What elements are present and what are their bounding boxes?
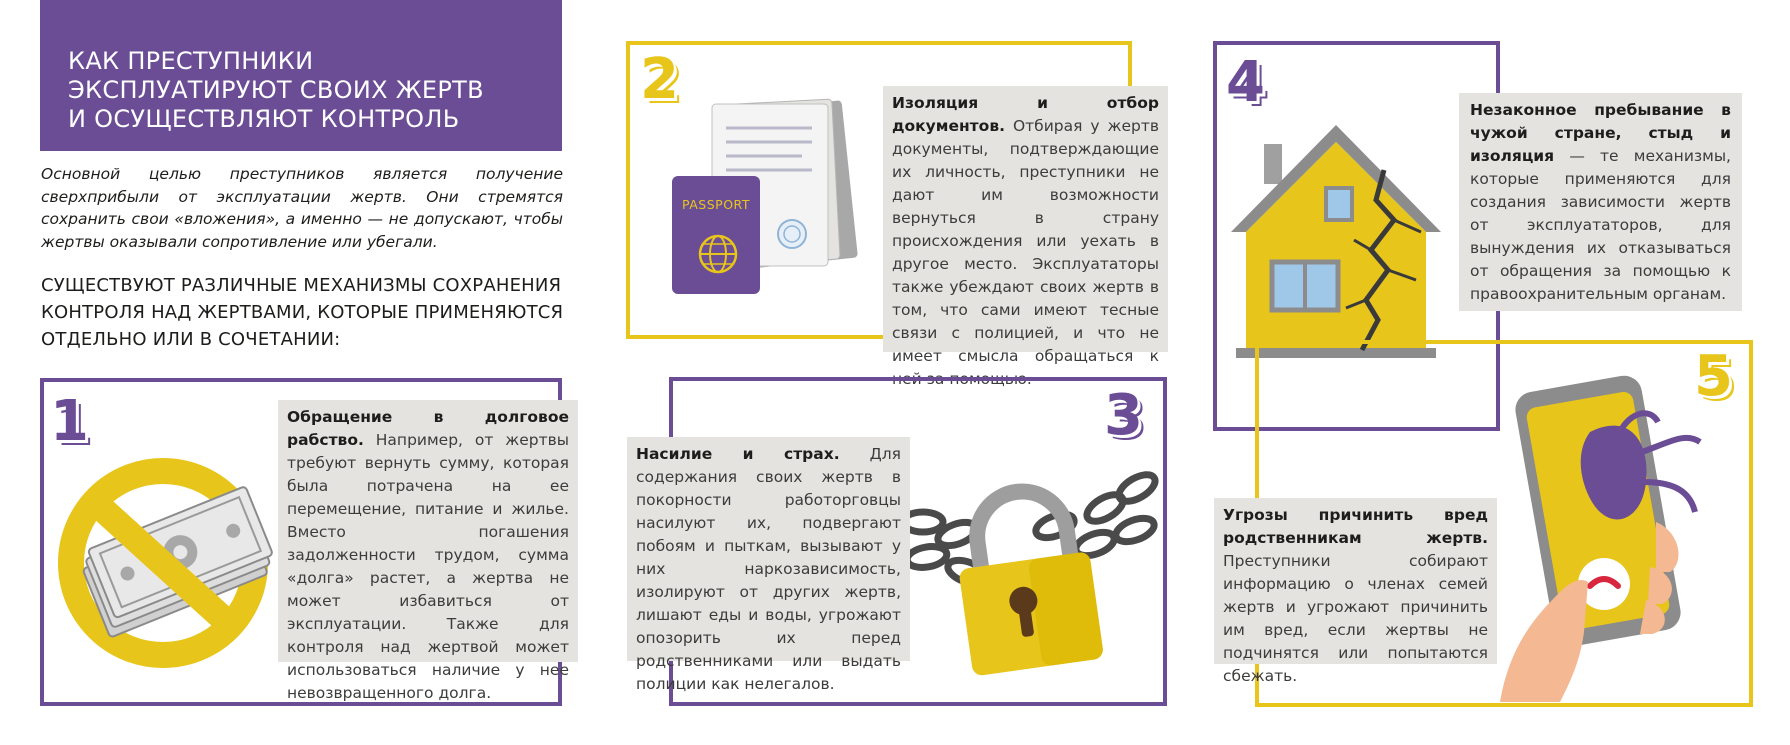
- card-5-heading: Угрозы причинить вред родственникам жертв.: [1223, 506, 1488, 547]
- cracked-house-icon: [1226, 120, 1446, 360]
- phone-threat-icon: [1480, 372, 1720, 702]
- card-4-body: — те механизмы, которые применяются для создания зависимости жертв от эксплуататоров, для вынуждения их отказываться от обращения за помощью к правоохранительным органам.: [1470, 147, 1731, 303]
- padlock-chain-icon: [905, 452, 1167, 672]
- section-heading: СУЩЕСТВУЮТ РАЗЛИЧНЫЕ МЕХАНИЗМЫ СОХРАНЕНИЯ КОНТРОЛЯ НАД ЖЕРТВАМИ, КОТОРЫЕ ПРИМЕНЯЮТСЯ ОТДЕЛЬНО ИЛИ В СОЧЕТАНИИ:: [41, 275, 564, 350]
- card-1-body: Например, от жертвы требуют вернуть сумму, которая была потрачена на ее перемещение, питание и жилье. Вместо погашения задолженности трудом, сумма «долга» растет, а жертва не может избавиться от эксплуатации. Также для контроля над жертвой может использоваться наличие у нее невозвращенного долга.: [287, 431, 569, 702]
- card-3-text: [627, 437, 910, 693]
- page-title: КАК ПРЕСТУПНИКИ ЭКСПЛУАТИРУЮТ СВОИХ ЖЕРТВ И ОСУЩЕСТВЛЯЮТ КОНТРОЛЬ: [68, 47, 484, 133]
- card-5-text: [1214, 498, 1497, 685]
- intro-paragraph: Основной целью преступников является получение сверхприбыли от эксплуатации жертв. Они стремятся сохранить свои «вложения», а именно — не допускают, чтобы жертвы оказывали сопротивление или убегали.: [41, 165, 563, 251]
- card-1-text: [278, 400, 578, 702]
- card-4-heading: Незаконное пребывание в чужой стране, стыд и изоляция: [1470, 101, 1731, 165]
- passport-label: PASSPORT: [682, 197, 750, 212]
- card-2-heading: Изоляция и отбор документов.: [892, 94, 1159, 135]
- card-2-number: 2: [640, 47, 679, 112]
- crossed-out-money-icon: [48, 445, 278, 675]
- card-2-text: [883, 86, 1168, 388]
- card-4-number: 4: [1226, 50, 1265, 115]
- card-1-heading: Обращение в долговое рабство.: [287, 408, 569, 449]
- card-2-body: Отбирая у жертв документы, подтверждающие их личность, преступники не дают им возможности вернуться в страну происхождения или уехать в другое место. Эксплуататоры также убеждают своих жертв в том, что сами имеют тесные связи с полицией, и что не имеет смысла обращаться к ней за помощью.: [892, 117, 1159, 388]
- card-3-number: 3: [1104, 383, 1143, 448]
- card-5-body: Преступники собирают информацию о членах семей жертв и угрожают причинить им вред, если жертвы не подчинятся или попытаются сбежать.: [1223, 552, 1488, 685]
- card-1-number: 1: [50, 389, 89, 454]
- card-4-text: [1459, 93, 1742, 311]
- card-3-heading: Насилие и страх.: [636, 445, 840, 463]
- card-3-body: Для содержания своих жертв в покорности работорговцы насилуют их, подвергают побоям и пыткам, вызывают у них наркозависимость, изолируют от других жертв, лишают еды и воды, угрожают опозорить их перед родственниками или выдать полиции как нелегалов.: [636, 445, 901, 693]
- card-5-number: 5: [1694, 344, 1733, 409]
